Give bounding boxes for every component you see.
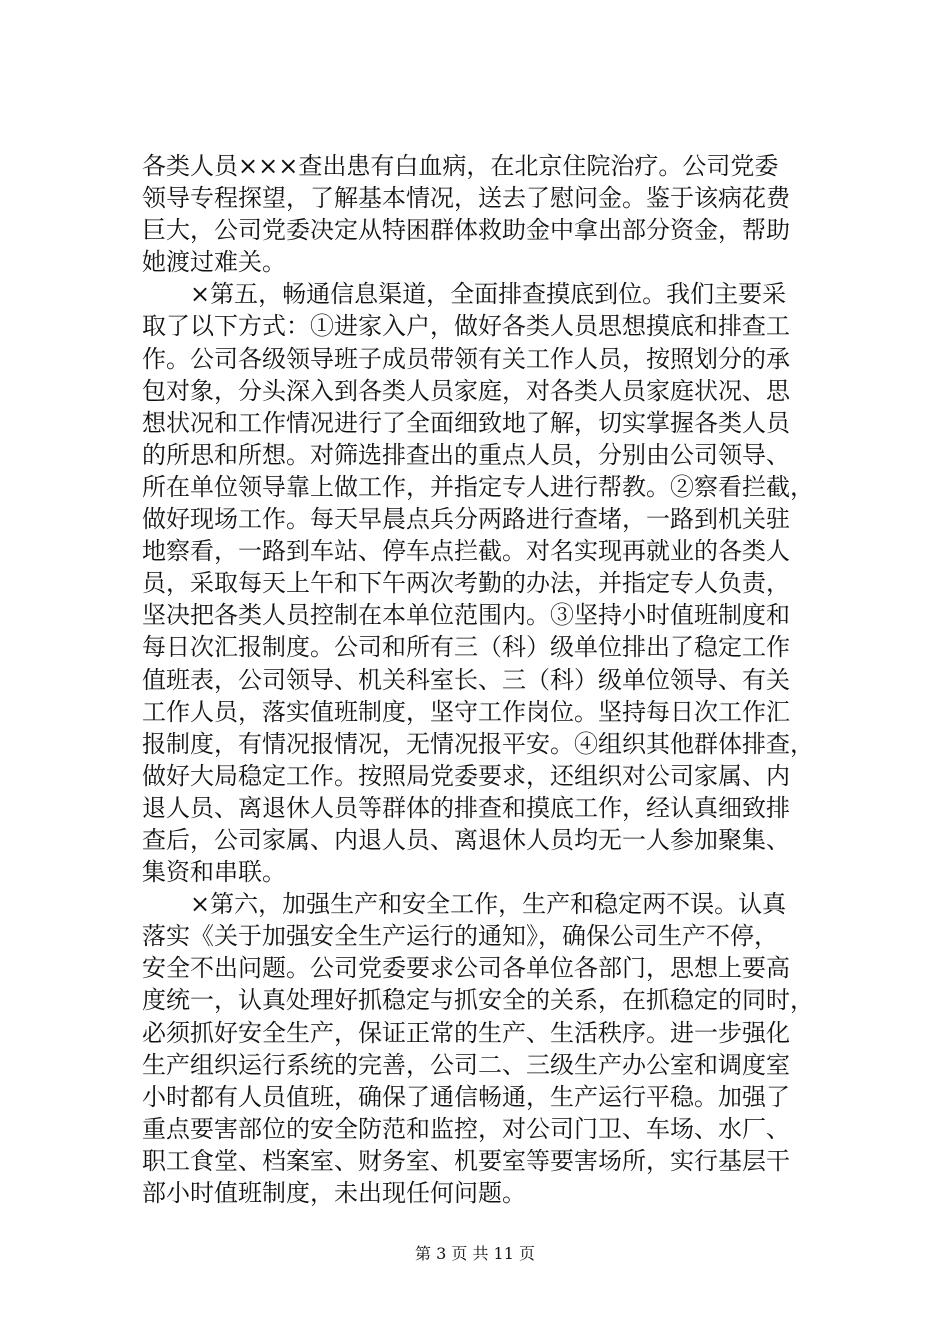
text-line: 做好现场工作。每天早晨点兵分两路进行查堵，一路到机关驻	[142, 505, 790, 534]
text-line: 重点要害部位的安全防范和监控，对公司门卫、车场、水厂、	[142, 1114, 790, 1143]
page-number-indicator: 第 3 页 共 11 页	[415, 1244, 535, 1263]
text-line: 的所思和所想。对筛选排查出的重点人员，分别由公司领导、	[142, 440, 790, 469]
text-line: 必须抓好安全生产，保证正常的生产、生活秩序。进一步强化	[142, 1018, 790, 1047]
text-line: 包对象，分头深入到各类人员家庭，对各类人员家庭状况、思	[142, 376, 790, 405]
text-line: 职工食堂、档案室、财务室、机要室等要害场所，实行基层干	[142, 1146, 790, 1175]
text-line: 作。公司各级领导班子成员带领有关工作人员，按照划分的承	[142, 344, 790, 373]
text-line: 生产组织运行系统的完善，公司二、三级生产办公室和调度室	[142, 1050, 790, 1079]
text-line: 每日次汇报制度。公司和所有三（科）级单位排出了稳定工作	[142, 633, 790, 662]
text-line: 安全不出问题。公司党委要求公司各单位各部门，思想上要高	[142, 954, 790, 983]
text-line: 员，采取每天上午和下午两次考勤的办法，并指定专人负责，	[142, 569, 790, 598]
text-line: 取了以下方式：①进家入户，做好各类人员思想摸底和排查工	[142, 312, 790, 341]
text-line: 退人员、离退休人员等群体的排查和摸底工作，经认真细致排	[142, 793, 790, 822]
text-line: 报制度，有情况报情况，无情况报平安。④组织其他群体排查，	[142, 729, 814, 758]
text-line: 各类人员×××查出患有白血病，在北京住院治疗。公司党委	[142, 152, 779, 180]
text-line: 小时都有人员值班，确保了通信畅通，生产运行平稳。加强了	[142, 1082, 790, 1111]
document-body	[142, 150, 854, 1209]
paragraph-list	[142, 150, 854, 1209]
text-line: 查后，公司家属、内退人员、离退休人员均无一人参加聚集、	[142, 825, 790, 854]
text-line: 值班表，公司领导、机关科室长、三（科）级单位领导、有关	[142, 665, 790, 694]
text-line: 想状况和工作情况进行了全面细致地了解，切实掌握各类人员	[142, 408, 790, 437]
text-line: 落实《关于加强安全生产运行的通知》，确保公司生产不停，	[142, 922, 778, 951]
text-line: 她渡过难关。	[142, 248, 286, 277]
text-line: 巨大，公司党委决定从特困群体救助金中拿出部分资金，帮助	[142, 216, 790, 245]
text-line: 地察看，一路到车站、停车点拦截。对名实现再就业的各类人	[142, 537, 790, 566]
text-line: 所在单位领导靠上做工作，并指定专人进行帮教。②察看拦截，	[142, 472, 814, 501]
text-line: 坚决把各类人员控制在本单位范围内。③坚持小时值班制度和	[142, 601, 790, 630]
text-line: ×第五，畅通信息渠道，全面排查摸底到位。我们主要采	[190, 280, 787, 309]
paragraph	[142, 150, 854, 278]
text-line: 做好大局稳定工作。按照局党委要求，还组织对公司家属、内	[142, 761, 790, 790]
text-line: 度统一，认真处理好抓稳定与抓安全的关系，在抓稳定的同时，	[142, 986, 814, 1015]
text-line: 领导专程探望，了解基本情况，送去了慰问金。鉴于该病花费	[142, 184, 790, 213]
text-line: 集资和串联。	[142, 858, 286, 887]
paragraph	[142, 888, 854, 1209]
text-line: 工作人员，落实值班制度，坚守工作岗位。坚持每日次工作汇	[142, 697, 790, 726]
text-line: 部小时值班制度，未出现任何问题。	[142, 1179, 526, 1207]
paragraph	[142, 278, 854, 888]
page-footer	[0, 1244, 950, 1264]
text-line: ×第六，加强生产和安全工作，生产和稳定两不误。认真	[190, 890, 787, 919]
